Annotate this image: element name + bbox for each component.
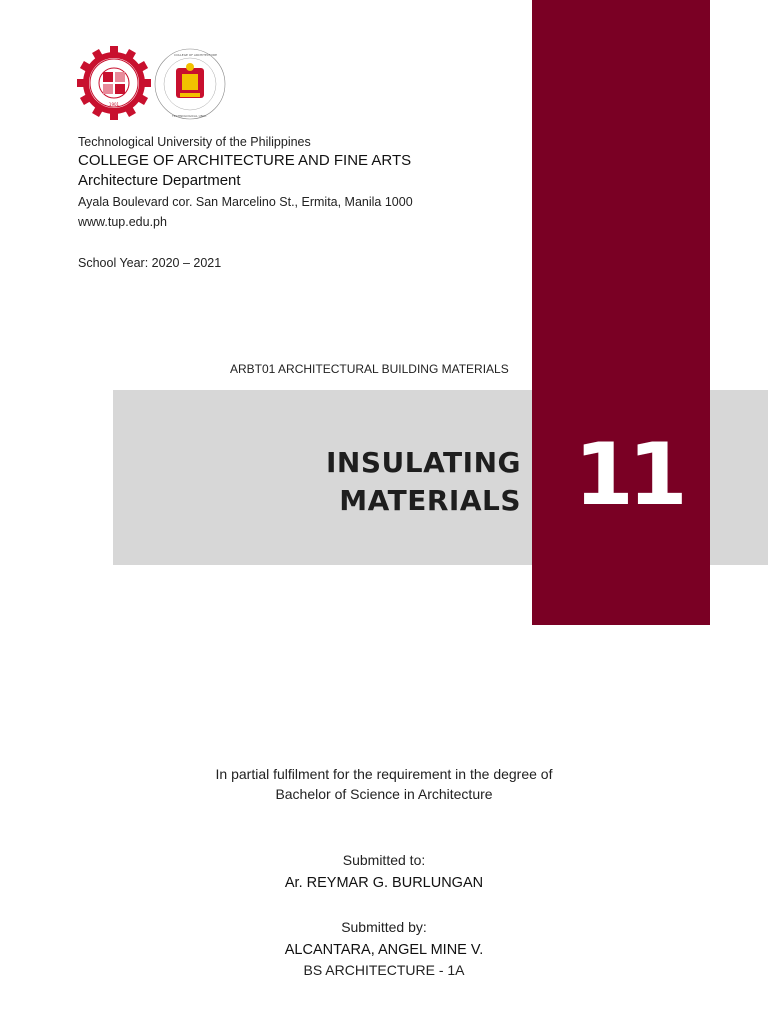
module-title — [326, 444, 521, 520]
module-title-line2: MATERIALS — [339, 484, 521, 517]
fulfilment-line1: In partial fulfilment for the requirement in the degree of — [215, 766, 553, 782]
svg-text:TECHNOLOGICAL UNIV.: TECHNOLOGICAL UNIV. — [172, 114, 207, 118]
website-link[interactable]: www.tup.edu.ph — [78, 215, 167, 229]
module-title-line1: INSULATING — [325, 446, 521, 479]
submitted-to-label: Submitted to: — [342, 852, 426, 868]
svg-text:1901: 1901 — [108, 102, 120, 107]
fulfilment-line2: Bachelor of Science in Architecture — [275, 786, 493, 802]
cafa-seal-icon — [152, 46, 228, 122]
address: Ayala Boulevard cor. San Marcelino St., Ermita, Manila 1000 — [78, 195, 413, 209]
school-year: School Year: 2020 – 2021 — [78, 256, 222, 270]
submitted-by-program: BS ARCHITECTURE - 1A — [303, 962, 465, 978]
course-code: ARBT01 — [230, 362, 276, 376]
institution-name: Technological University of the Philippines — [78, 135, 311, 149]
course-line — [230, 362, 509, 376]
submitted-by-label: Submitted by: — [341, 919, 427, 935]
department-name: Architecture Department — [78, 172, 241, 189]
module-number: 11 — [574, 425, 682, 525]
accent-bar — [532, 0, 710, 625]
college-name: COLLEGE OF ARCHITECTURE AND FINE ARTS — [78, 152, 412, 169]
svg-text:COLLEGE OF ARCHITECTURE: COLLEGE OF ARCHITECTURE — [174, 53, 217, 57]
submitted-to-name: Ar. REYMAR G. BURLUNGAN — [284, 875, 484, 891]
course-name: ARCHITECTURAL BUILDING MATERIALS — [278, 362, 509, 376]
tup-seal-icon — [77, 46, 151, 120]
submitted-by-name: ALCANTARA, ANGEL MINE V. — [284, 942, 484, 958]
